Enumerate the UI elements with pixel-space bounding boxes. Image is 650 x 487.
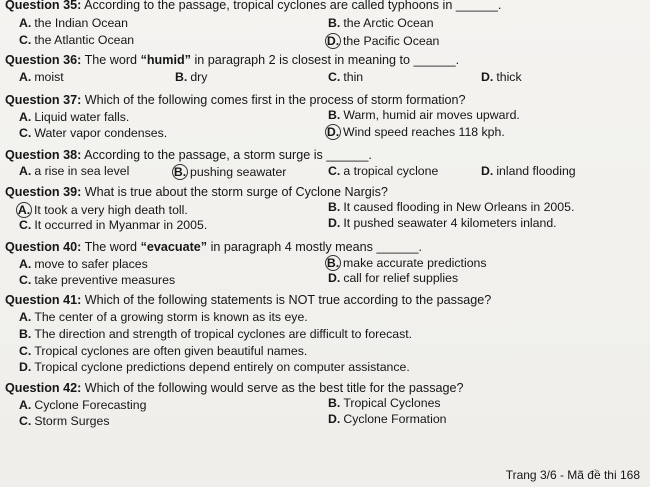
option-text: take preventive measures [34,273,176,287]
option-letter: A. [17,203,31,217]
option-text: Liquid water falls. [34,110,130,124]
option-letter: A. [19,110,32,124]
option-41-b[interactable] [19,327,412,342]
option-text: Warm, humid air moves upward. [343,108,520,122]
option-letter: D. [328,412,341,426]
question-number: Question 37: [5,93,82,107]
option-letter: D. [326,125,340,139]
option-letter: A. [19,398,32,412]
question-41 [5,293,491,308]
option-42-c[interactable] [19,414,110,429]
option-35-b[interactable] [328,16,434,31]
option-letter: C. [19,126,32,140]
question-stem: The word [84,53,138,67]
option-letter: D. [481,70,494,84]
option-37-b[interactable] [328,108,520,123]
option-text: move to safer places [34,257,148,271]
option-text: The center of a growing storm is known as its eye. [34,310,308,324]
option-35-d-selected[interactable] [328,33,439,49]
question-keyword: “evacuate” [140,240,208,254]
option-38-c[interactable] [328,164,438,179]
question-stem: Which of the following would serve as the best title for the passage? [84,381,464,395]
question-stem: in paragraph 4 mostly means [210,240,373,254]
question-number: Question 41: [5,293,82,307]
answer-blank: ______. [455,0,502,12]
question-number: Question 36: [5,53,82,67]
option-letter: D. [328,216,341,230]
option-40-a[interactable] [19,257,148,272]
option-40-b-selected[interactable] [328,255,487,271]
option-text: The direction and strength of tropical cyclones are difficult to forecast. [34,327,413,341]
option-text: It took a very high death toll. [34,203,188,217]
option-text: Cyclone Formation [343,412,447,426]
option-letter: B. [328,200,341,214]
option-41-a[interactable] [19,310,308,325]
question-number: Question 35: [5,0,82,12]
question-42 [5,381,464,396]
option-letter: C. [19,273,32,287]
option-letter: C. [19,33,32,47]
option-35-c[interactable] [19,33,134,48]
option-letter: C. [19,414,32,428]
option-letter: B. [328,16,341,30]
question-number: Question 42: [5,381,82,395]
option-text: thin [343,70,364,84]
option-37-a[interactable] [19,110,129,125]
question-38 [5,148,372,163]
option-40-d[interactable] [328,271,458,286]
option-text: dry [190,70,208,84]
question-35 [5,0,501,13]
option-letter: A. [19,257,32,271]
option-letter: B. [328,396,341,410]
question-stem: According to the passage, a storm surge is [84,148,323,162]
option-letter: C. [328,164,341,178]
option-text: the Pacific Ocean [343,34,440,48]
option-text: Cyclone Forecasting [34,398,147,412]
option-text: a tropical cyclone [343,164,439,178]
option-40-c[interactable] [19,273,175,288]
option-37-d-selected[interactable] [328,124,505,140]
option-letter: C. [19,218,32,232]
option-39-d[interactable] [328,216,557,231]
option-text: Wind speed reaches 118 kph. [343,125,505,139]
question-stem: Which of the following statements is NOT true according to the passage? [84,293,492,307]
answer-blank: ______. [326,148,372,162]
option-letter: B. [328,108,341,122]
option-38-b-selected[interactable] [175,164,286,180]
option-41-c[interactable] [19,344,307,359]
option-text: pushing seawater [190,165,287,179]
question-number: Question 40: [5,240,82,254]
option-39-b[interactable] [328,200,574,215]
option-text: inland flooding [496,164,576,178]
option-text: the Indian Ocean [34,16,128,30]
question-stem: According to the passage, tropical cyclones are called typhoons in [84,0,453,12]
option-39-c[interactable] [19,218,207,233]
question-37 [5,93,466,108]
question-number: Question 38: [5,148,82,162]
option-letter: B. [326,256,340,270]
option-41-d[interactable] [19,360,410,375]
option-text: Tropical Cyclones [343,396,441,410]
option-text: make accurate predictions [343,256,487,270]
question-stem: The word [84,240,138,254]
question-39 [5,185,388,200]
option-text: thick [496,70,522,84]
option-letter: B. [173,165,187,179]
option-36-d[interactable] [481,70,522,85]
option-text: It occurred in Myanmar in 2005. [34,218,208,232]
option-text: Storm Surges [34,414,110,428]
option-36-a[interactable] [19,70,64,85]
option-39-a-selected[interactable] [19,202,188,218]
question-36 [5,53,459,68]
option-36-c[interactable] [328,70,363,85]
question-40 [5,240,422,255]
option-letter: A. [19,164,32,178]
option-text: Tropical cyclones are often given beautiful names. [34,344,308,358]
option-text: the Atlantic Ocean [34,33,135,47]
option-text: Water vapor condenses. [34,126,168,140]
question-number: Question 39: [5,185,82,199]
option-42-b[interactable] [328,396,441,411]
answer-blank: ______. [376,240,423,254]
option-letter: A. [19,310,32,324]
option-text: call for relief supplies [343,271,459,285]
option-letter: A. [19,70,32,84]
option-letter: D. [328,271,341,285]
option-42-a[interactable] [19,398,146,413]
option-text: It caused flooding in New Orleans in 2005. [343,200,575,214]
question-stem: What is true about the storm surge of Cyclone Nargis? [84,185,388,199]
option-38-a[interactable] [19,164,129,179]
option-35-a[interactable] [19,16,128,31]
option-text: moist [34,70,64,84]
option-text: the Arctic Ocean [343,16,434,30]
page-footer: Trang 3/6 - Mã đề thi 168 [505,468,640,482]
option-letter: D. [326,34,340,48]
option-text: It pushed seawater 4 kilometers inland. [343,216,557,230]
option-letter: C. [19,344,32,358]
question-stem: in paragraph 2 is closest in meaning to [194,53,411,67]
option-42-d[interactable] [328,412,447,427]
option-37-c[interactable] [19,126,167,141]
question-keyword: “humid” [140,53,191,67]
option-letter: B. [19,327,32,341]
option-letter: D. [19,360,32,374]
option-text: Tropical cyclone predictions depend entirely on computer assistance. [34,360,410,374]
option-36-b[interactable] [175,70,207,85]
option-letter: A. [19,16,32,30]
option-letter: C. [328,70,341,84]
option-letter: D. [481,164,494,178]
option-38-d[interactable] [481,164,576,179]
answer-blank: ______. [413,53,460,67]
question-stem: Which of the following comes first in the process of storm formation? [84,93,466,107]
option-text: a rise in sea level [34,164,130,178]
option-letter: B. [175,70,188,84]
